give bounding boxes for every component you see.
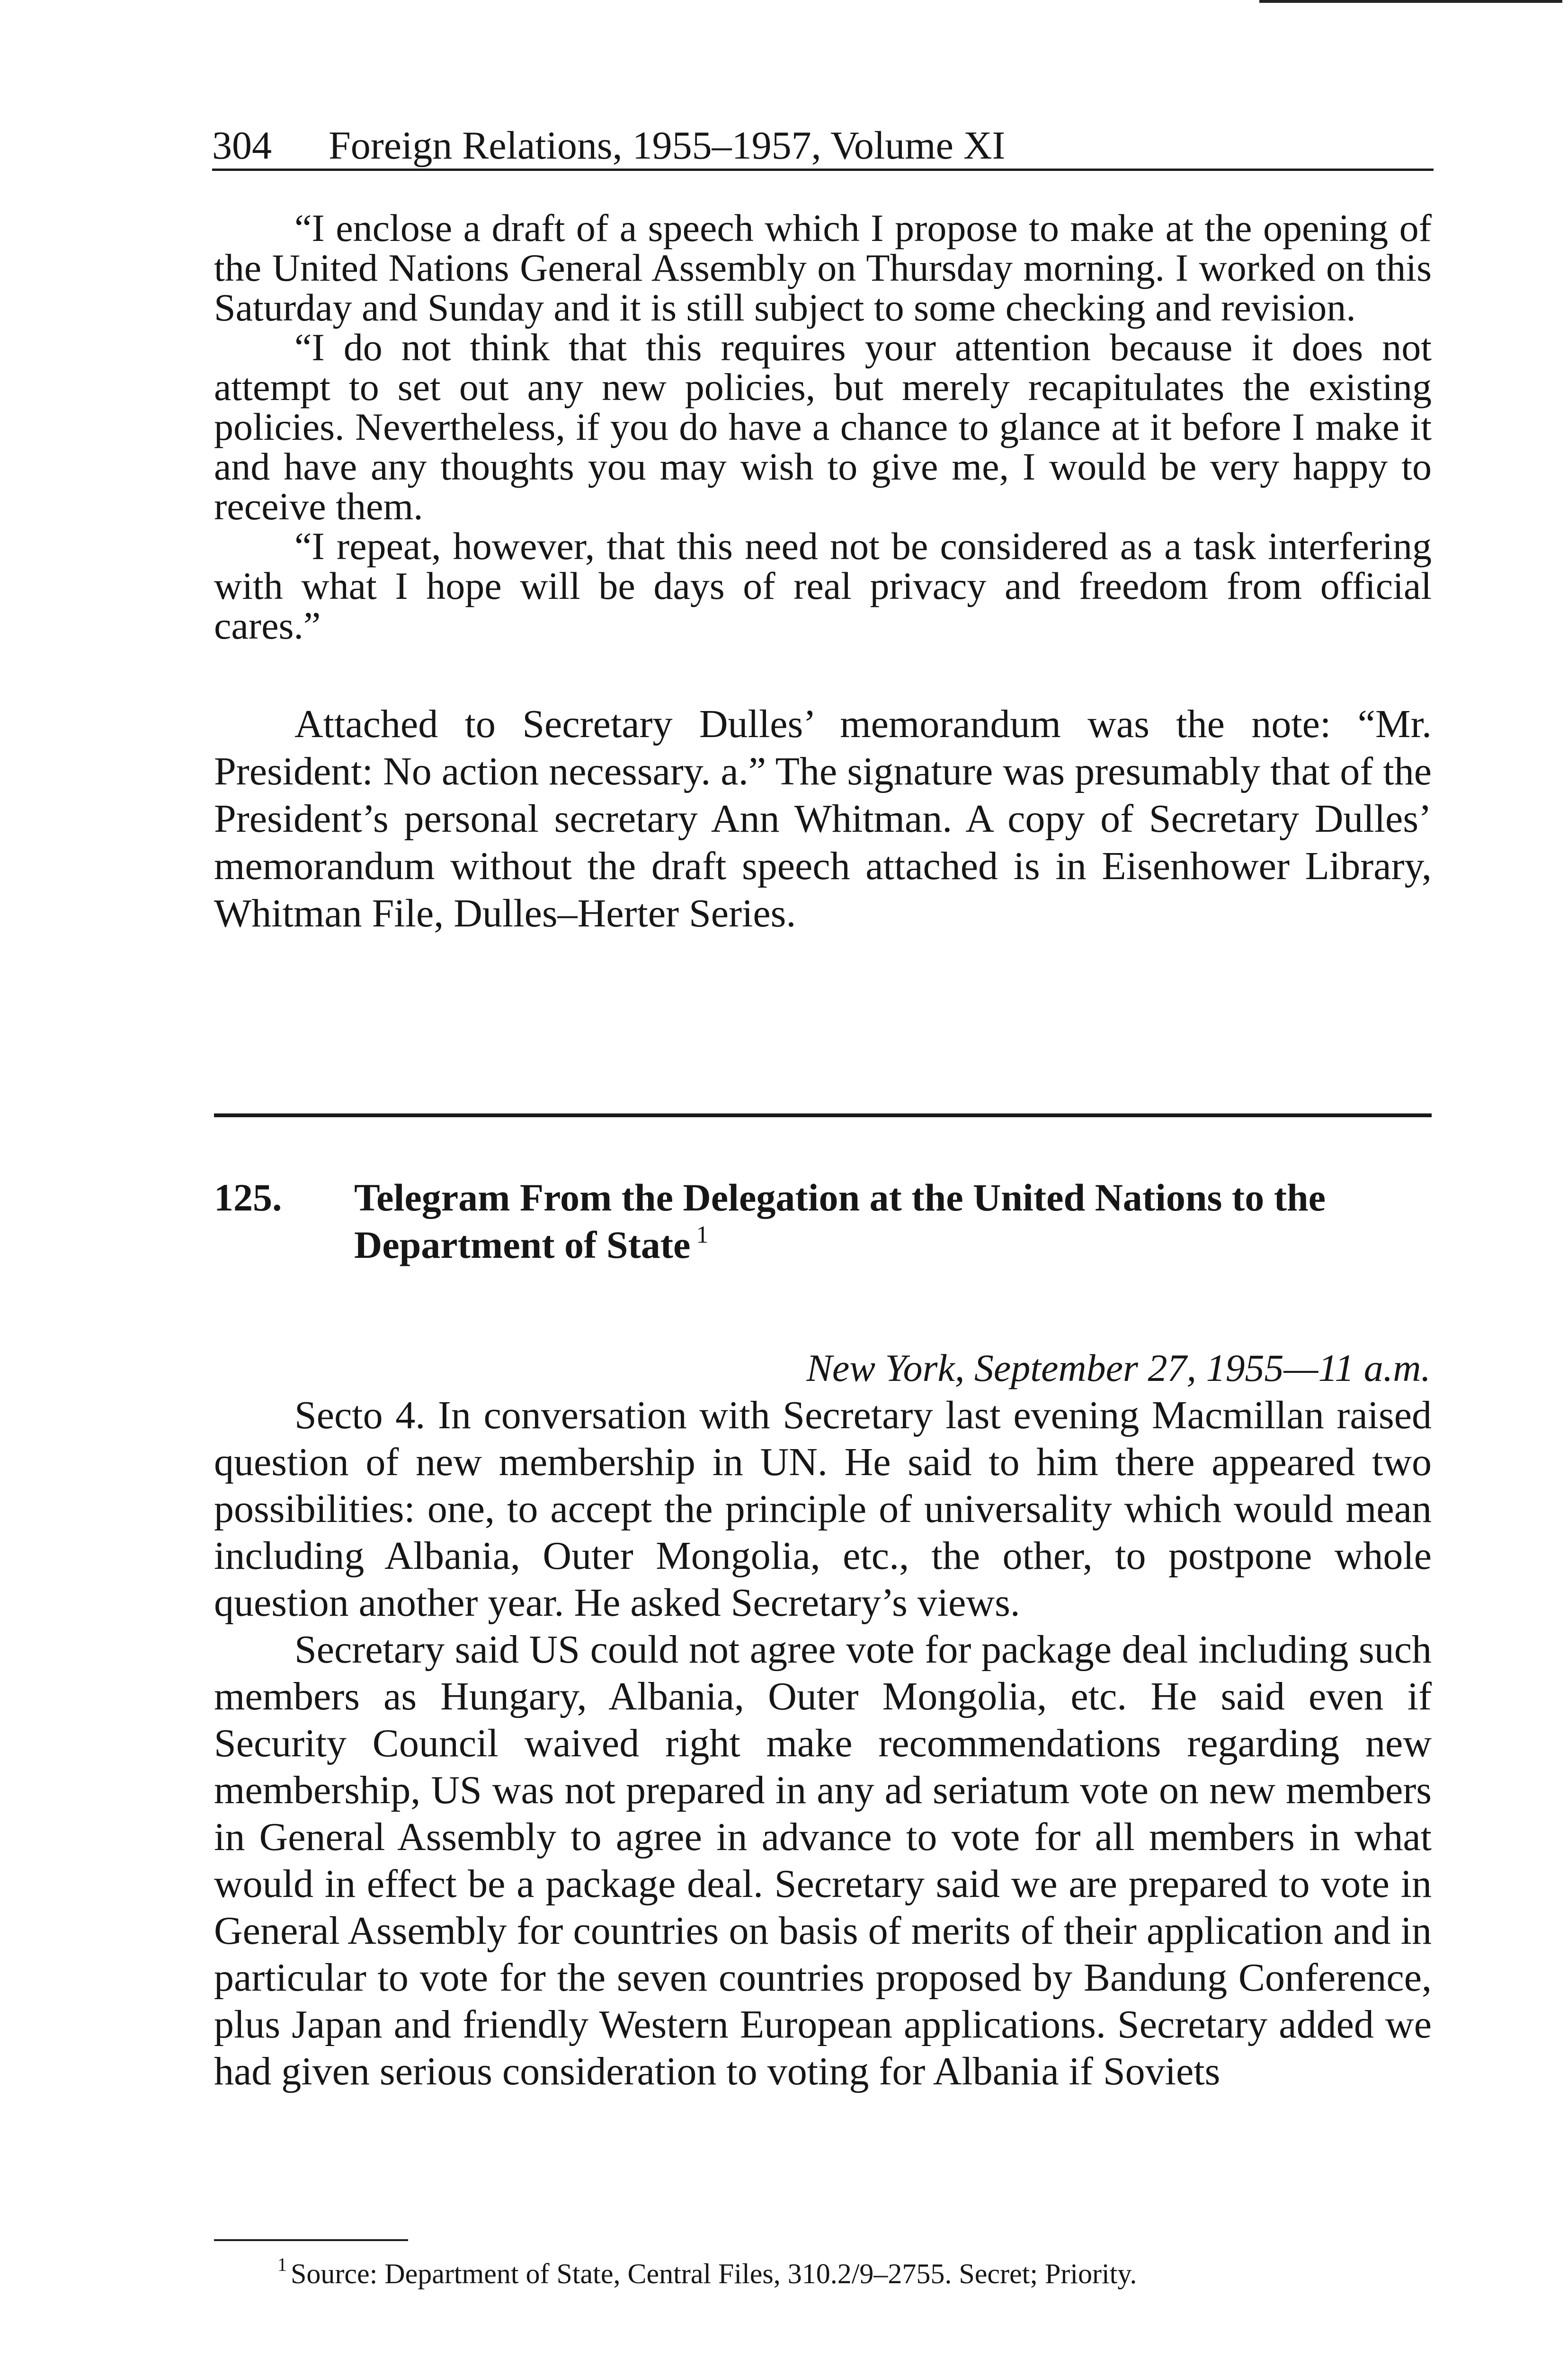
body-paragraph: Secretary said US could not agree vote for package deal including such members as Hungary, Albania, Outer Mongolia, etc. He said even if Security Council waived right make recommendations regarding new membership, US was not prepared in any ad seriatum vote on new members in General Assembly to agree in advance to vote for all members in what would in effect be a package deal. Secretary said we are prepared to vote in General Assembly for countries on basis of merits of their application and in particular to vote for the seven countries proposed by Bandung Conference, plus Japan and friendly Western European applications. Secretary added we had given serious consideration to voting for Albania if Soviets bbox=[214, 1628, 1432, 2093]
quote-paragraph: “I repeat, however, that this need not be considered as a task interfering with what I hope will be days of real privacy and freedom from official cares.” bbox=[214, 525, 1432, 647]
document-number: 125. bbox=[214, 1176, 282, 1219]
section-divider bbox=[214, 1113, 1432, 1117]
body-paragraph: Secto 4. In conversation with Secretary last evening Macmillan raised question of new membership in UN. He said to him there appeared two possibilities: one, to accept the principle of universality which would mean including Albania, Outer Mongolia, etc., the other, to postpone whole question another year. He asked Secretary’s views. bbox=[214, 1393, 1432, 1625]
footnote-marker: 1 bbox=[277, 2254, 287, 2275]
quote-paragraph: “I enclose a draft of a speech which I propose to make at the opening of the United Nations General Assembly on Thursday morning. I worked on this Saturday and Sunday and it is still subject to some checking and revision. bbox=[214, 206, 1432, 329]
page-number: 304 bbox=[212, 124, 272, 168]
footnote-reference: 1 bbox=[696, 1221, 709, 1248]
editorial-note bbox=[214, 701, 1432, 937]
telegram-body bbox=[214, 1392, 1432, 2095]
header-rule bbox=[212, 169, 1434, 171]
publication-title: Foreign Relations, 1955–1957, Volume XI bbox=[329, 124, 1006, 168]
scan-edge-mark bbox=[1259, 0, 1562, 3]
running-head bbox=[212, 122, 1006, 169]
editorial-note-text: Attached to Secretary Dulles’ memorandum was the note: “Mr. President: No action necessary. a.” The signature was presumably that of the President’s personal secretary Ann Whitman. A copy of Secretary Dulles’ memorandum without the draft speech attached is in Eisenhower Library, Whitman File, Dulles–Herter Series. bbox=[214, 702, 1432, 935]
document-title bbox=[354, 1174, 1443, 1269]
footnote bbox=[277, 2252, 1428, 2295]
footnote-text: Source: Department of State, Central Files, 310.2/9–2755. Secret; Priority. bbox=[291, 2258, 1137, 2289]
dateline: New York, September 27, 1955—11 a.m. bbox=[806, 1346, 1431, 1389]
document-title-text: Telegram From the Delegation at the United Nations to the Department of State bbox=[354, 1176, 1326, 1266]
quoted-letter bbox=[214, 208, 1432, 646]
footnote-rule bbox=[214, 2239, 408, 2241]
quote-paragraph: “I do not think that this requires your attention because it does not attempt to set out any new policies, but merely recapitulates the existing policies. Nevertheless, if you do have a chance to glance at it before I make it and have any thoughts you may wish to give me, I would be very happy to receive them. bbox=[214, 326, 1432, 528]
